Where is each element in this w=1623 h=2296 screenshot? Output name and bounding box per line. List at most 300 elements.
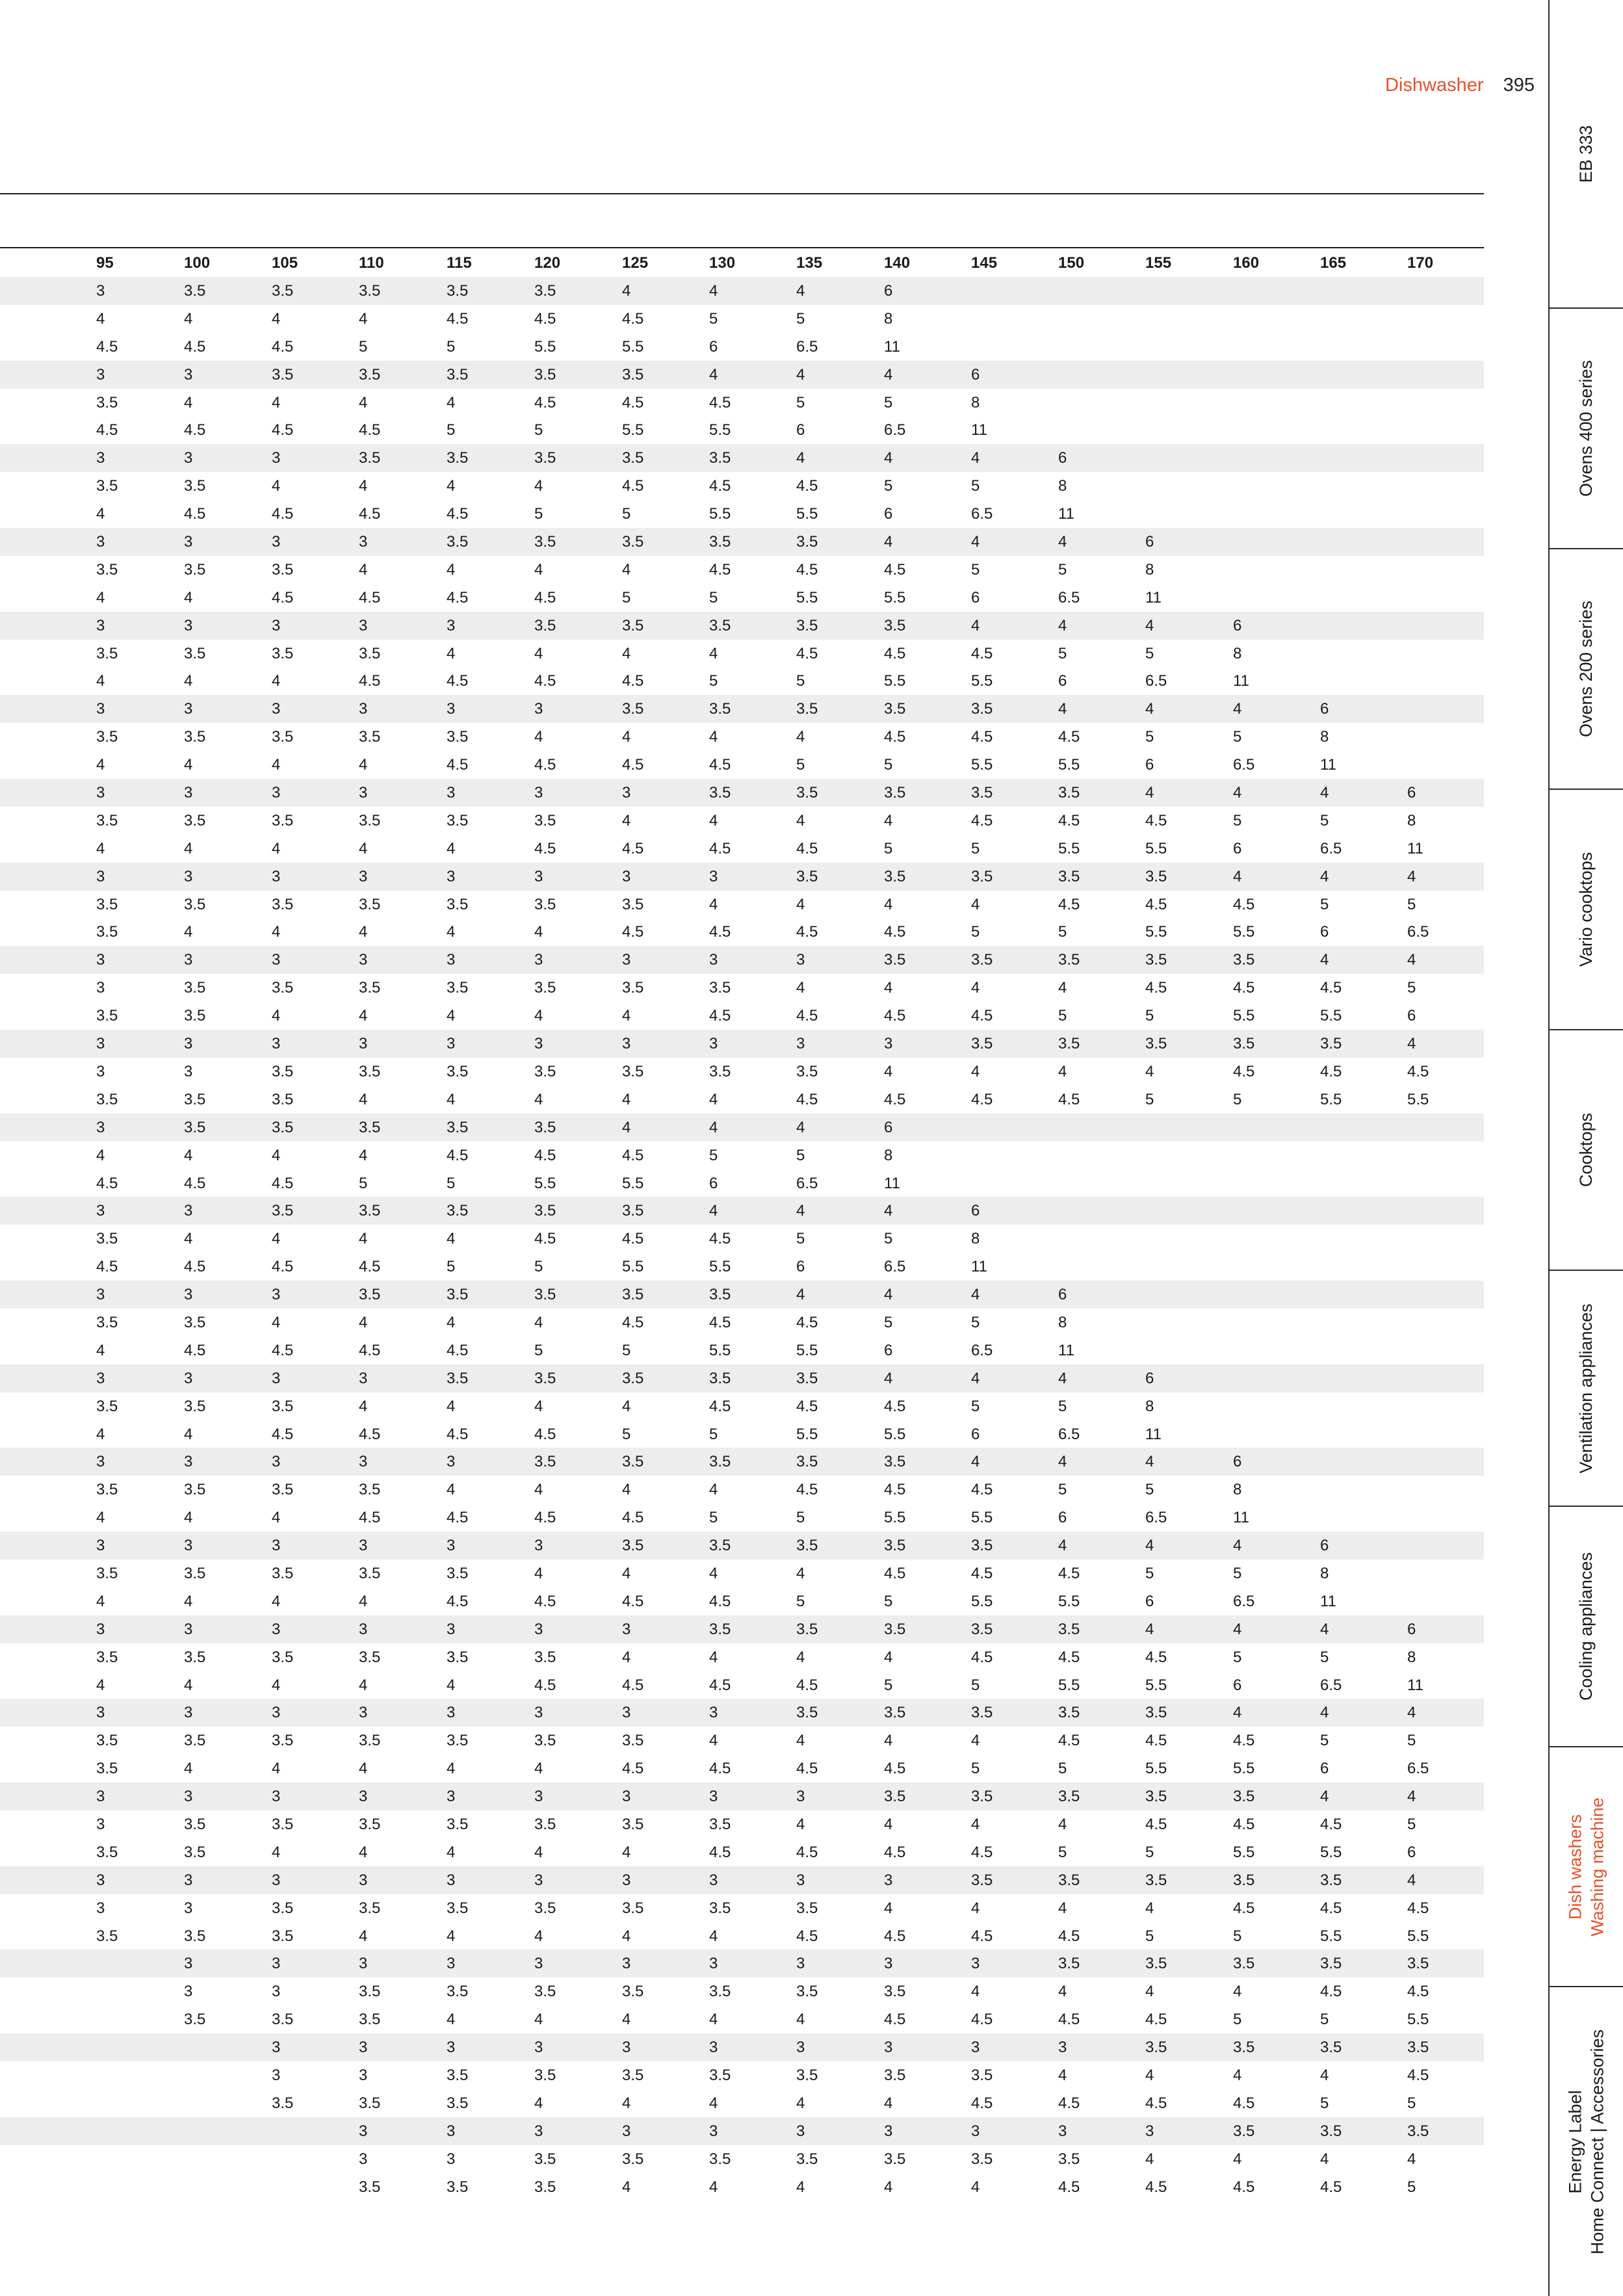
table-cell: 4: [971, 616, 980, 634]
table-cell: 4: [447, 1481, 456, 1499]
table-cell: 4: [1058, 1369, 1067, 1387]
table-cell: 4.5: [534, 1676, 556, 1694]
table-cell: 3.5: [971, 867, 993, 885]
table-cell: 5: [622, 1341, 631, 1359]
table-cell: 8: [1320, 1564, 1329, 1582]
table-cell: 3.5: [359, 811, 381, 829]
table-cell: 4: [884, 1062, 893, 1080]
table-cell: 5: [534, 505, 543, 523]
table-row: [0, 2089, 1484, 2117]
table-cell: 4: [272, 839, 281, 857]
table-cell: 3.5: [622, 895, 644, 913]
table-cell: 4: [272, 672, 281, 690]
table-cell: 4.5: [272, 337, 294, 356]
table-cell: 4: [971, 895, 980, 913]
table-cell: 3.5: [96, 1313, 118, 1331]
table-cell: 3.5: [796, 533, 818, 551]
table-cell: 3: [447, 867, 456, 885]
table-cell: 4.5: [884, 2011, 906, 2029]
table-cell: 3: [884, 2039, 893, 2057]
table-row: [0, 1950, 1484, 1977]
table-cell: 5.5: [1320, 1007, 1342, 1025]
table-cell: 4: [272, 1007, 281, 1025]
table-cell: 4: [534, 1564, 543, 1582]
table-cell: 4: [184, 309, 193, 328]
table-cell: 3.5: [96, 560, 118, 579]
table-cell: 5: [796, 1146, 805, 1164]
table-cell: 4.5: [534, 393, 556, 411]
table-cell: 3: [272, 1788, 281, 1806]
table-row: [0, 1504, 1484, 1532]
table-cell: 3.5: [184, 728, 206, 746]
table-cell: 3: [96, 1788, 105, 1806]
table-cell: 8: [1407, 811, 1416, 829]
table-cell: 3.5: [1145, 2039, 1167, 2057]
table-cell: 6.5: [1233, 756, 1255, 774]
table-cell: 5: [447, 421, 456, 439]
table-cell: 4: [884, 449, 893, 467]
table-cell: 6: [1233, 616, 1242, 634]
table-cell: 3.5: [971, 1537, 993, 1555]
table-cell: 3.5: [534, 2067, 556, 2084]
table-cell: 5: [884, 1592, 893, 1610]
table-cell: 5: [622, 1425, 631, 1443]
table-cell: 3: [359, 1871, 368, 1889]
table-cell: 4: [96, 505, 105, 523]
table-cell: 4: [447, 1397, 456, 1415]
table-cell: 4: [447, 477, 456, 495]
table-cell: 3.5: [622, 1537, 644, 1555]
table-cell: 4: [884, 895, 893, 913]
table-cell: 3: [272, 1620, 281, 1638]
table-cell: 3.5: [622, 1202, 644, 1220]
table-cell: 5.5: [1407, 2011, 1429, 2029]
table-cell: 4.5: [184, 421, 206, 439]
table-cell: 4: [1320, 951, 1329, 969]
table-row: [0, 2033, 1484, 2061]
table-cell: 4.5: [622, 756, 644, 774]
table-cell: 3.5: [96, 923, 118, 941]
table-cell: 4.5: [272, 588, 294, 607]
table-cell: 3.5: [884, 2067, 906, 2084]
table-cell: 3: [96, 1871, 105, 1889]
table-cell: 4.5: [534, 1509, 556, 1527]
table-cell: 4.5: [447, 1341, 469, 1359]
table-cell: 4.5: [1407, 2067, 1429, 2084]
table-cell: 4.5: [622, 839, 644, 857]
table-cell: 6: [971, 1202, 980, 1220]
table-cell: 6: [796, 1258, 805, 1276]
table-cell: 5: [534, 1341, 543, 1359]
table-cell: 3: [359, 867, 368, 885]
table-cell: 4.5: [1058, 895, 1080, 913]
sidebar-tab[interactable]: [1550, 790, 1623, 1030]
table-cell: 4: [622, 1090, 631, 1108]
table-cell: 4: [272, 1313, 281, 1331]
table-cell: 3: [96, 282, 105, 300]
table-cell: 8: [884, 309, 893, 328]
table-cell: 4: [272, 477, 281, 495]
table-cell: 3: [447, 951, 456, 969]
table-row: [0, 1030, 1484, 1058]
table-cell: 3: [96, 784, 105, 802]
table-cell: 6.5: [796, 337, 818, 356]
sidebar-tab[interactable]: [1550, 1987, 1623, 2296]
table-cell: 3.5: [534, 1815, 556, 1833]
table-cell: 3.5: [96, 811, 118, 829]
table-cell: 3.5: [359, 1983, 381, 2001]
table-cell: 3: [184, 1871, 193, 1889]
table-cell: 3.5: [272, 2011, 294, 2029]
table-cell: 4: [1058, 1815, 1067, 1833]
table-cell: 6: [1233, 839, 1242, 857]
table-cell: 4.5: [184, 505, 206, 523]
table-cell: 3: [359, 2122, 368, 2140]
table-cell: 5: [1058, 1760, 1067, 1778]
table-cell: 4.5: [884, 1481, 906, 1499]
table-cell: 6.5: [1058, 588, 1080, 607]
table-cell: 3.5: [1233, 1871, 1255, 1889]
table-cell: 3.5: [272, 979, 294, 997]
table-cell: 3: [184, 616, 193, 634]
page-header: [1385, 75, 1535, 96]
table-cell: 3: [272, 1704, 281, 1722]
table-cell: 3.5: [184, 1007, 206, 1025]
table-cell: 3: [272, 1453, 281, 1471]
table-cell: 4: [1407, 2150, 1416, 2168]
table-cell: 4.5: [709, 1007, 731, 1025]
table-row: [0, 1671, 1484, 1699]
table-cell: 4: [1145, 1983, 1154, 2001]
table-cell: 3: [534, 700, 543, 718]
table-cell: 3.5: [96, 1927, 118, 1945]
table-cell: 5: [1407, 895, 1416, 913]
table-cell: 3: [709, 1788, 718, 1806]
table-cell: 4: [709, 2011, 718, 2029]
table-cell: 3: [96, 979, 105, 997]
table-cell: 3.5: [272, 1062, 294, 1080]
table-row: [0, 2145, 1484, 2173]
table-cell: 4.5: [796, 644, 818, 662]
table-cell: 6: [971, 588, 980, 607]
table-cell: 5: [971, 1676, 980, 1694]
table-cell: 4: [1145, 1537, 1154, 1555]
table-cell: 5: [971, 1760, 980, 1778]
table-cell: 3.5: [709, 1899, 731, 1917]
table-cell: 4.5: [447, 505, 469, 523]
table-cell: 8: [1320, 728, 1329, 746]
table-cell: 3: [272, 951, 281, 969]
table-cell: 4: [796, 1118, 805, 1136]
table-cell: 4: [884, 1815, 893, 1833]
sidebar-tab[interactable]: [1550, 309, 1623, 549]
table-cell: 4: [1233, 700, 1242, 718]
table-cell: 5.5: [884, 1425, 906, 1443]
table-cell: 3.5: [184, 895, 206, 913]
table-cell: 3: [534, 2039, 543, 2057]
table-cell: 4: [447, 393, 456, 411]
table-cell: 5: [1233, 1927, 1242, 1945]
table-cell: 5: [1407, 1815, 1416, 1833]
table-cell: 4.5: [971, 1843, 993, 1861]
table-row: [0, 1364, 1484, 1392]
table-cell: 3.5: [622, 2150, 644, 2168]
table-cell: 4: [622, 1118, 631, 1136]
table-cell: 6: [1058, 1286, 1067, 1304]
table-cell: 5: [1407, 1732, 1416, 1750]
table-cell: 4: [709, 895, 718, 913]
table-cell: 8: [1233, 1481, 1242, 1499]
table-cell: 4.5: [447, 309, 469, 328]
table-cell: 3.5: [184, 1564, 206, 1582]
table-cell: 5.5: [709, 1258, 731, 1276]
table-cell: 4: [447, 2011, 456, 2029]
table-cell: 4: [709, 644, 718, 662]
table-row: [0, 1643, 1484, 1671]
table-cell: 3.5: [447, 1564, 469, 1582]
table-cell: 4.5: [709, 1313, 731, 1331]
table-row: [0, 1420, 1484, 1448]
table-cell: 4: [1145, 616, 1154, 634]
table-cell: 3.5: [796, 2067, 818, 2084]
table-cell: 3.5: [359, 1564, 381, 1582]
table-row: [0, 667, 1484, 695]
table-cell: 3.5: [96, 728, 118, 746]
table-cell: 4: [184, 756, 193, 774]
table-cell: 4.5: [1407, 1062, 1429, 1080]
table-cell: 3.5: [1233, 1035, 1255, 1053]
table-cell: 4: [1145, 2067, 1154, 2084]
table-cell: 3.5: [622, 1062, 644, 1080]
table-cell: 4.5: [184, 337, 206, 356]
table-cell: 3: [184, 1983, 193, 2001]
table-cell: 3: [359, 1955, 368, 1973]
sidebar-tab-label: [1576, 1113, 1598, 1187]
table-cell: 4.5: [796, 1927, 818, 1945]
table-cell: 3.5: [447, 449, 469, 467]
table-cell: 4: [272, 309, 281, 328]
table-cell: 3.5: [447, 1062, 469, 1080]
table-cell: 6.5: [1058, 1425, 1080, 1443]
table-cell: 3.5: [359, 644, 381, 662]
table-cell: 3: [96, 1899, 105, 1917]
table-cell: 4.5: [1058, 2094, 1080, 2112]
sidebar-tab-label-line: Ventilation appliances: [1576, 1303, 1596, 1474]
column-header: 100: [184, 254, 211, 272]
table-cell: 5.5: [884, 1509, 906, 1527]
table-cell: 3.5: [184, 644, 206, 662]
table-cell: 6: [1320, 700, 1329, 718]
table-cell: 3.5: [884, 951, 906, 969]
table-cell: 3.5: [272, 1927, 294, 1945]
table-cell: 4: [447, 1090, 456, 1108]
table-cell: 6.5: [796, 1174, 818, 1192]
table-cell: 6.5: [1233, 1592, 1255, 1610]
sidebar-tab-label-line: Washing machine: [1587, 1797, 1607, 1937]
table-cell: 4.5: [447, 672, 469, 690]
table-cell: 3.5: [971, 1704, 993, 1722]
table-cell: 3.5: [359, 1286, 381, 1304]
table-cell: 5.5: [1233, 1007, 1255, 1025]
table-cell: 6: [1145, 533, 1154, 551]
table-cell: 3: [184, 867, 193, 885]
table-cell: 3.5: [447, 1202, 469, 1220]
table-cell: 3.5: [796, 1537, 818, 1555]
sidebar-tab[interactable]: [1550, 1507, 1623, 1747]
table-cell: 5: [971, 923, 980, 941]
table-cell: 3: [447, 2150, 456, 2168]
table-cell: 3: [96, 1620, 105, 1638]
table-cell: 4: [447, 560, 456, 579]
table-row: [0, 1476, 1484, 1504]
table-cell: 4: [709, 1090, 718, 1108]
table-cell: 11: [1320, 1592, 1336, 1610]
table-cell: 3.5: [534, 282, 556, 300]
table-cell: 3.5: [447, 1815, 469, 1833]
table-header-row: [0, 248, 1484, 277]
table-cell: 5.5: [1145, 1760, 1167, 1778]
table-cell: 3: [971, 2039, 980, 2057]
sidebar-tab-label: [1576, 601, 1598, 737]
table-cell: 4: [359, 1007, 368, 1025]
table-row: [0, 1866, 1484, 1894]
table-cell: 4: [359, 477, 368, 495]
table-cell: 3: [359, 2067, 368, 2084]
sidebar-tab[interactable]: [1550, 1030, 1623, 1271]
table-cell: 4: [1058, 2067, 1067, 2084]
table-cell: 5.5: [1058, 1676, 1080, 1694]
sidebar-tab[interactable]: [1550, 1271, 1623, 1507]
section-title: Dishwasher: [1385, 75, 1484, 96]
table-cell: 6: [1407, 1843, 1416, 1861]
table-cell: 3.5: [971, 1788, 993, 1806]
table-cell: 4: [96, 756, 105, 774]
table-cell: 4: [622, 728, 631, 746]
table-cell: 4.5: [796, 560, 818, 579]
sidebar-tab[interactable]: [1550, 549, 1623, 790]
table-cell: 6: [1058, 449, 1067, 467]
table-cell: 3.5: [622, 1369, 644, 1387]
table-cell: 4.5: [1233, 2178, 1255, 2196]
table-cell: 4.5: [447, 1592, 469, 1610]
table-cell: 4: [796, 728, 805, 746]
table-cell: 3.5: [971, 2150, 993, 2168]
table-cell: 3.5: [359, 1481, 381, 1499]
table-cell: 3.5: [447, 533, 469, 551]
table-cell: 4.5: [971, 1648, 993, 1666]
table-cell: 4: [1233, 1537, 1242, 1555]
table-row: [0, 1448, 1484, 1476]
table-cell: 5.5: [1320, 1843, 1342, 1861]
table-cell: 5: [1145, 644, 1154, 662]
table-cell: 4.5: [272, 1258, 294, 1276]
table-cell: 4.5: [971, 1090, 993, 1108]
table-cell: 11: [971, 1258, 987, 1276]
table-cell: 4: [534, 1007, 543, 1025]
table-cell: 4.5: [1320, 1899, 1342, 1917]
table-cell: 3.5: [447, 1983, 469, 2001]
sidebar-tab[interactable]: [1550, 1747, 1623, 1987]
table-cell: 4: [1145, 1899, 1154, 1917]
table-cell: 6: [1233, 1676, 1242, 1694]
table-cell: 3.5: [534, 1983, 556, 2001]
table-cell: 3.5: [534, 895, 556, 913]
table-cell: 4: [96, 1341, 105, 1359]
table-cell: 3.5: [884, 1620, 906, 1638]
table-cell: 6.5: [884, 421, 906, 439]
table-cell: 3: [96, 1062, 105, 1080]
table-cell: 4: [1407, 1788, 1416, 1806]
table-cell: 3: [184, 951, 193, 969]
table-cell: 3.5: [1320, 2039, 1342, 2057]
table-cell: 4: [709, 728, 718, 746]
table-cell: 5: [884, 477, 893, 495]
table-cell: 5.5: [709, 421, 731, 439]
sidebar-tab-label-line: Cooling appliances: [1576, 1552, 1596, 1701]
table-row: [0, 444, 1484, 472]
sidebar-tab-label: [1565, 1797, 1609, 1937]
table-cell: 4.5: [622, 672, 644, 690]
table-cell: 3: [96, 1537, 105, 1555]
table-cell: 4: [622, 1481, 631, 1499]
sidebar-tab[interactable]: [1550, 0, 1623, 309]
table-cell: 4.5: [272, 421, 294, 439]
table-cell: 4.5: [622, 1760, 644, 1778]
table-cell: 4: [359, 756, 368, 774]
table-cell: 4: [622, 811, 631, 829]
table-cell: 3.5: [359, 1648, 381, 1666]
column-header: 135: [796, 254, 823, 272]
table-cell: 4.5: [1233, 2094, 1255, 2112]
table-cell: 3: [96, 1704, 105, 1722]
table-cell: 4.5: [622, 1592, 644, 1610]
table-cell: 3.5: [884, 1788, 906, 1806]
table-row: [0, 1699, 1484, 1727]
table-cell: 5: [1233, 811, 1242, 829]
table-row: [0, 277, 1484, 305]
table-cell: 4.5: [884, 1843, 906, 1861]
table-cell: 4.5: [272, 1341, 294, 1359]
table-cell: 4: [1058, 1899, 1067, 1917]
table-cell: 4: [534, 728, 543, 746]
table-cell: 3.5: [534, 811, 556, 829]
table-row: [0, 918, 1484, 946]
table-cell: 4.5: [622, 309, 644, 328]
table-row: [0, 2061, 1484, 2089]
table-cell: 6: [1407, 784, 1416, 802]
table-cell: 6: [1145, 756, 1154, 774]
sidebar-tab-label: [1565, 2029, 1609, 2254]
table-row: [0, 1894, 1484, 1922]
table-cell: 4: [709, 2094, 718, 2112]
table-cell: 5.5: [534, 1174, 556, 1192]
column-header: 165: [1320, 254, 1347, 272]
column-header: 155: [1145, 254, 1172, 272]
table-cell: 3.5: [447, 895, 469, 913]
table-cell: 3: [184, 1704, 193, 1722]
table-cell: 4: [622, 1564, 631, 1582]
table-cell: 4: [1145, 1453, 1154, 1471]
table-cell: 5: [884, 756, 893, 774]
table-cell: 3: [1145, 2122, 1154, 2140]
table-cell: 5: [796, 1592, 805, 1610]
table-cell: 3.5: [272, 282, 294, 300]
column-header: 125: [622, 254, 649, 272]
table-cell: 4: [447, 1927, 456, 1945]
table-cell: 4.5: [709, 1843, 731, 1861]
table-cell: 3.5: [184, 1397, 206, 1415]
table-cell: 3: [272, 1369, 281, 1387]
